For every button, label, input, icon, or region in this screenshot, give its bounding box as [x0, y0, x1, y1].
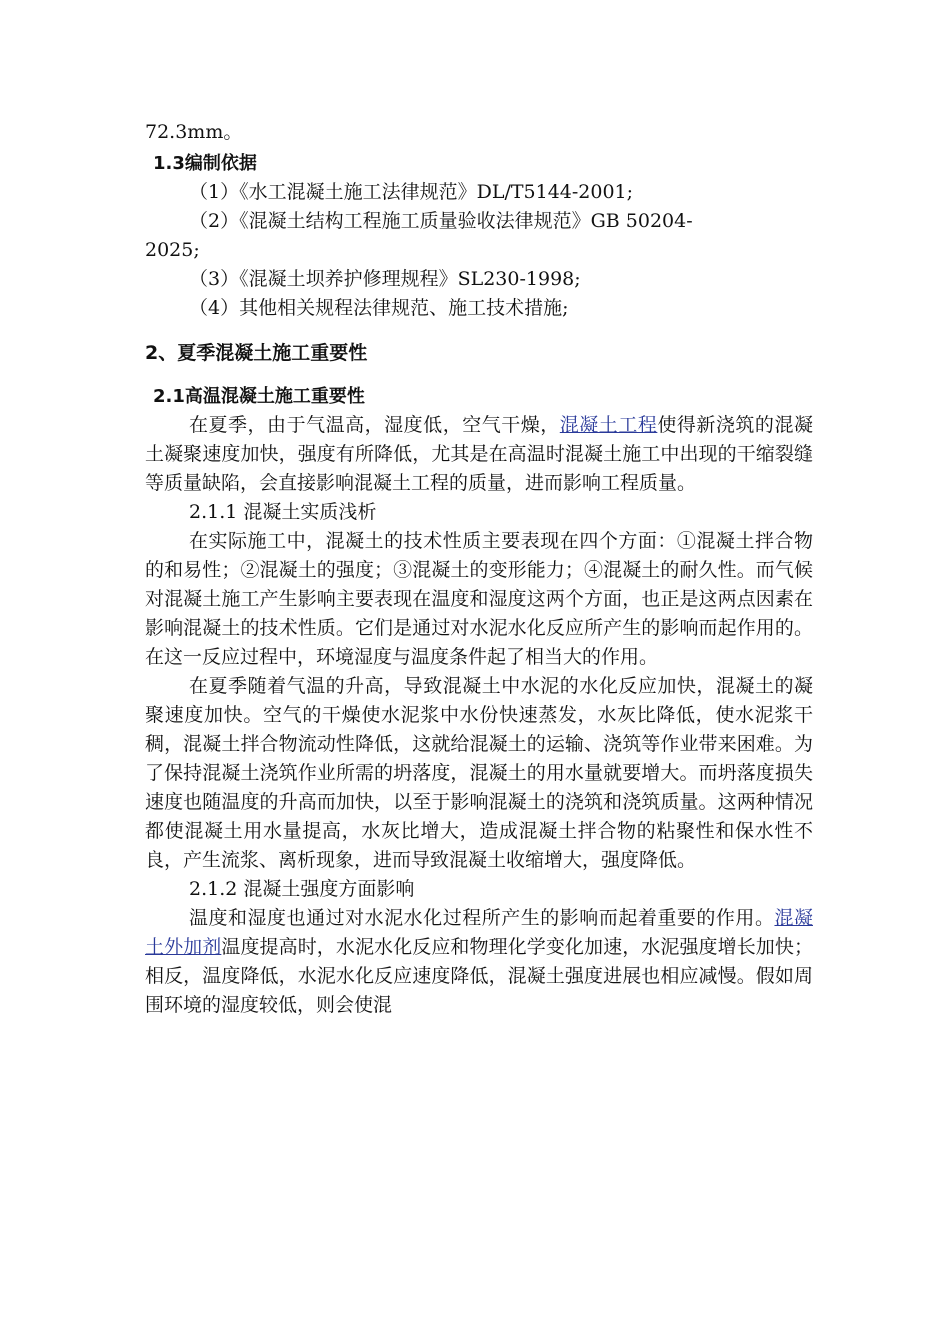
reference-2-line-2: 2025;	[145, 239, 200, 261]
reference-1: （1）《水工混凝土施工法律规范》DL/T5144-2001;	[189, 181, 634, 203]
paragraph-4	[145, 904, 813, 1020]
heading-2-1-2: 2.1.2 混凝土强度方面影响	[189, 878, 415, 900]
paragraph-4-text-b: 温度提高时，水泥水化反应和物理化学变化加速，水泥强度增长加快；相反，温度降低，水泥水化反应速度降低，混凝土强度进展也相应减慢。假如周围环境的湿度较低，则会使混	[145, 936, 813, 1016]
document-page	[145, 118, 813, 1020]
heading-2-1: 2.1高温混凝土施工重要性	[153, 386, 365, 407]
heading-2-1-1: 2.1.1 混凝土实质浅析	[189, 501, 377, 523]
heading-1-3: 1.3编制依据	[153, 153, 257, 174]
text-line-top: 72.3mm。	[145, 121, 243, 143]
reference-3: （3）《混凝土坝养护修理规程》SL230-1998;	[189, 268, 581, 290]
concrete-engineering-link[interactable]: 混凝土工程	[559, 414, 658, 436]
paragraph-1	[145, 411, 813, 498]
paragraph-1-text-a: 在夏季，由于气温高，湿度低，空气干燥，	[189, 414, 560, 436]
paragraph-1-text-b: 使得新浇筑的混凝土凝聚速度加快，强度有所降低，尤其是在高温时混凝土施工中出现的干缩裂缝等质量缺陷，会直接影响混凝土工程的质量，进而影响工程质量。	[145, 414, 813, 494]
paragraph-3: 在夏季随着气温的升高，导致混凝土中水泥的水化反应加快，混凝土的凝聚速度加快。空气的干燥使水泥浆中水份快速蒸发，水灰比降低，使水泥浆干稠，混凝土拌合物流动性降低，这就给混凝土的运输、浇筑等作业带来困难。为了保持混凝土浇筑作业所需的坍落度，混凝土的用水量就要增大。而坍落度损失速度也随温度的升高而加快，以至于影响混凝土的浇筑和浇筑质量。这两种情况都使混凝土用水量提高，水灰比增大，造成混凝土拌合物的粘聚性和保水性不良，产生流浆、离析现象，进而导致混凝土收缩增大，强度降低。	[145, 675, 813, 871]
paragraph-2: 在实际施工中，混凝土的技术性质主要表现在四个方面：①混凝土拌合物的和易性；②混凝土的强度；③混凝土的变形能力；④混凝土的耐久性。而气候对混凝土施工产生影响主要表现在温度和湿度这两个方面，也正是这两点因素在影响混凝土的技术性质。它们是通过对水泥水化反应所产生的影响而起作用的。在这一反应过程中，环境湿度与温度条件起了相当大的作用。	[145, 530, 813, 668]
heading-2: 2、夏季混凝土施工重要性	[145, 342, 368, 364]
paragraph-4-text-a: 温度和湿度也通过对水泥水化过程所产生的影响而起着重要的作用。	[189, 907, 775, 929]
reference-2-line-1: （2）《混凝土结构工程施工质量验收法律规范》GB 50204-	[189, 210, 693, 232]
reference-4: （4）其他相关规程法律规范、施工技术措施;	[189, 297, 569, 319]
concrete-admixture-link[interactable]: 混凝土外加剂	[145, 907, 813, 958]
